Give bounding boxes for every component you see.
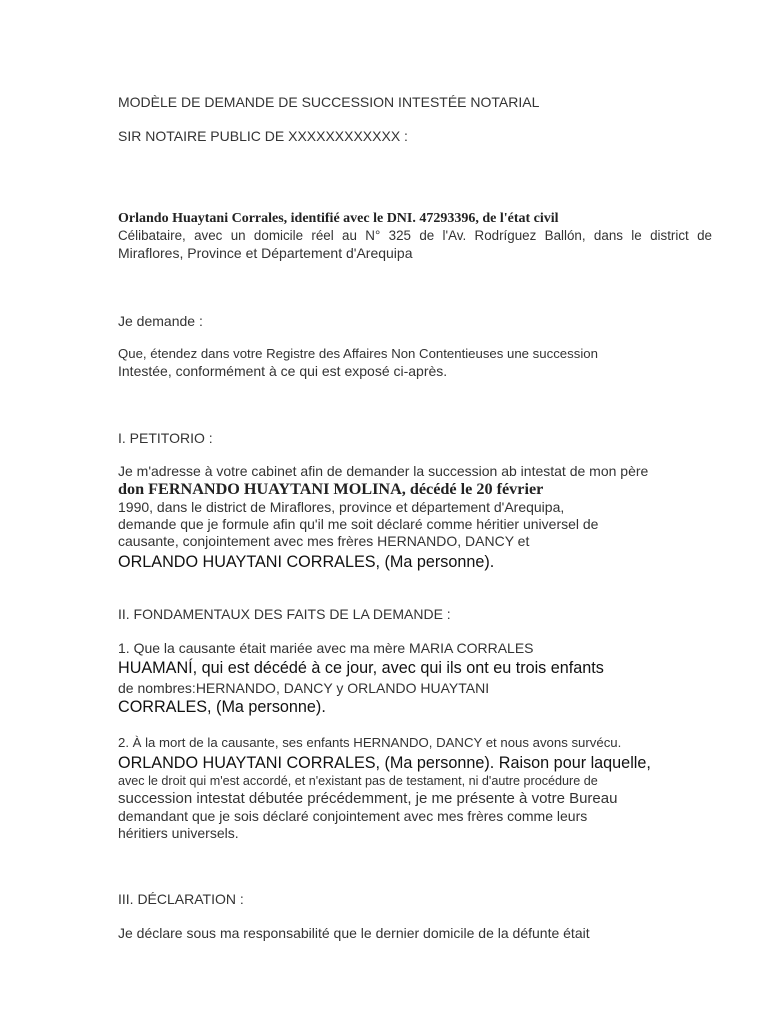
petitorio-line-3: 1990, dans le district de Miraflores, province et département d'Arequipa, [118, 499, 565, 515]
document-title: MODÈLE DE DEMANDE DE SUCCESSION INTESTÉE NOTARIAL [118, 94, 540, 110]
fondamentaux-item2-line-5: demandant que je sois déclaré conjointement avec mes frères comme leurs [118, 808, 588, 824]
addressee-line: SIR NOTAIRE PUBLIC DE XXXXXXXXXXXX : [118, 128, 408, 144]
petitorio-line-2: don FERNANDO HUAYTANI MOLINA, décédé le 20 février [118, 480, 544, 498]
fondamentaux-item2-line-1: 2. À la mort de la causante, ses enfants HERNANDO, DANCY et nous avons survécu. [118, 735, 622, 750]
request-line-1: Que, étendez dans votre Registre des Affaires Non Contentieuses une succession [118, 346, 598, 361]
identity-line-2: Célibataire, avec un domicile réel au N° 325 de l'Av. Rodríguez Ballón, dans le district de [118, 228, 712, 243]
fondamentaux-item1-line-4: CORRALES, (Ma personne). [118, 698, 326, 716]
fondamentaux-heading: II. FONDAMENTAUX DES FAITS DE LA DEMANDE : [118, 606, 451, 622]
identity-line-1: Orlando Huaytani Corrales, identifié avec le DNI. 47293396, de l'état civil [118, 211, 559, 226]
fondamentaux-item1-line-3: de nombres:HERNANDO, DANCY y ORLANDO HUAYTANI [118, 680, 490, 696]
fondamentaux-item2-line-6: héritiers universels. [118, 825, 239, 841]
fondamentaux-item2-line-4: succession intestat débutée précédemment, je me présente à votre Bureau [118, 790, 618, 807]
fondamentaux-item2-line-2: ORLANDO HUAYTANI CORRALES, (Ma personne). Raison pour laquelle, [118, 754, 651, 772]
petitorio-heading: I. PETITORIO : [118, 430, 213, 446]
request-heading: Je demande : [118, 313, 203, 329]
petitorio-line-6: ORLANDO HUAYTANI CORRALES, (Ma personne). [118, 553, 495, 571]
fondamentaux-item1-line-1: 1. Que la causante était mariée avec ma mère MARIA CORRALES [118, 640, 534, 656]
petitorio-line-4: demande que je formule afin qu'il me soit déclaré comme héritier universel de [118, 516, 599, 532]
petitorio-line-5: causante, conjointement avec mes frères HERNANDO, DANCY et [118, 533, 530, 549]
fondamentaux-item2-line-3: avec le droit qui m'est accordé, et n'existant pas de testament, ni d'autre procédure de [118, 774, 598, 788]
declaration-line-1: Je déclare sous ma responsabilité que le dernier domicile de la défunte était [118, 925, 590, 941]
request-line-2: Intestée, conformément à ce qui est exposé ci-après. [118, 363, 448, 379]
identity-line-3: Miraflores, Province et Département d'Arequipa [118, 245, 413, 261]
petitorio-line-1: Je m'adresse à votre cabinet afin de demander la succession ab intestat de mon père [118, 463, 649, 479]
declaration-heading: III. DÉCLARATION : [118, 891, 244, 907]
fondamentaux-item1-line-2: HUAMANÍ, qui est décédé à ce jour, avec qui ils ont eu trois enfants [118, 659, 604, 677]
